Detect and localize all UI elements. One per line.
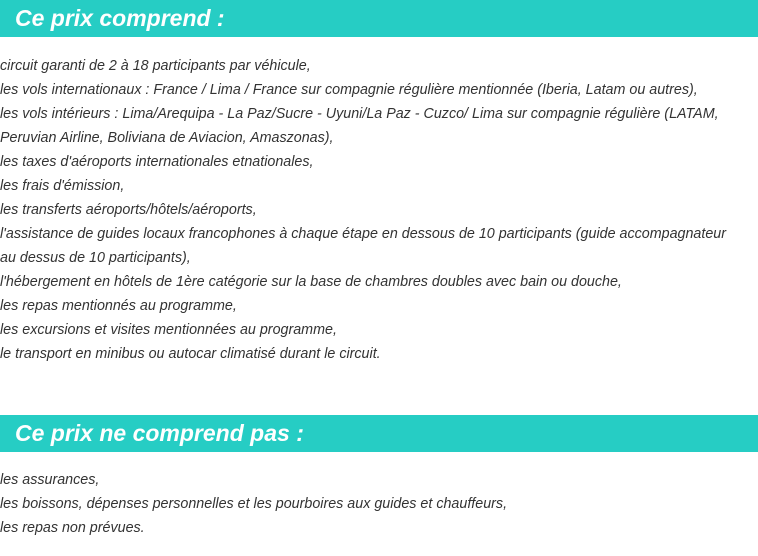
list-item: l'assistance de guides locaux francophones à chaque étape en dessous de 10 participants (guide accompagnateur au dessus de 10 participants), bbox=[0, 226, 727, 266]
list-item: les boissons, dépenses personnelles et les pourboires aux guides et chauffeurs, bbox=[0, 496, 508, 512]
list-item: le transport en minibus ou autocar climatisé durant le circuit. bbox=[0, 346, 381, 362]
included-list bbox=[0, 54, 740, 366]
list-item: les transferts aéroports/hôtels/aéroports, bbox=[0, 202, 257, 218]
excluded-section-heading: Ce prix ne comprend pas : bbox=[0, 415, 758, 452]
list-item: les repas mentionnés au programme, bbox=[0, 298, 237, 314]
list-item: les vols internationaux : France / Lima / France sur compagnie régulière mentionnée (Iberia, Latam ou autres), bbox=[0, 82, 698, 98]
list-item: les repas non prévues. bbox=[0, 520, 145, 536]
list-item: l'hébergement en hôtels de 1ère catégorie sur la base de chambres doubles avec bain ou douche, bbox=[0, 274, 622, 290]
list-item: les excursions et visites mentionnées au programme, bbox=[0, 322, 337, 338]
included-section-heading: Ce prix comprend : bbox=[0, 0, 758, 37]
list-item: circuit garanti de 2 à 18 participants par véhicule, bbox=[0, 58, 311, 74]
list-item: les vols intérieurs : Lima/Arequipa - La Paz/Sucre - Uyuni/La Paz - Cuzco/ Lima sur compagnie régulière (LATAM, Peruvian Airline, Boliviana de Aviacion, Amaszonas), bbox=[0, 106, 719, 146]
excluded-list bbox=[0, 468, 740, 540]
list-item: les assurances, bbox=[0, 472, 100, 488]
list-item: les taxes d'aéroports internationales etnationales, bbox=[0, 154, 314, 170]
list-item: les frais d'émission, bbox=[0, 178, 125, 194]
